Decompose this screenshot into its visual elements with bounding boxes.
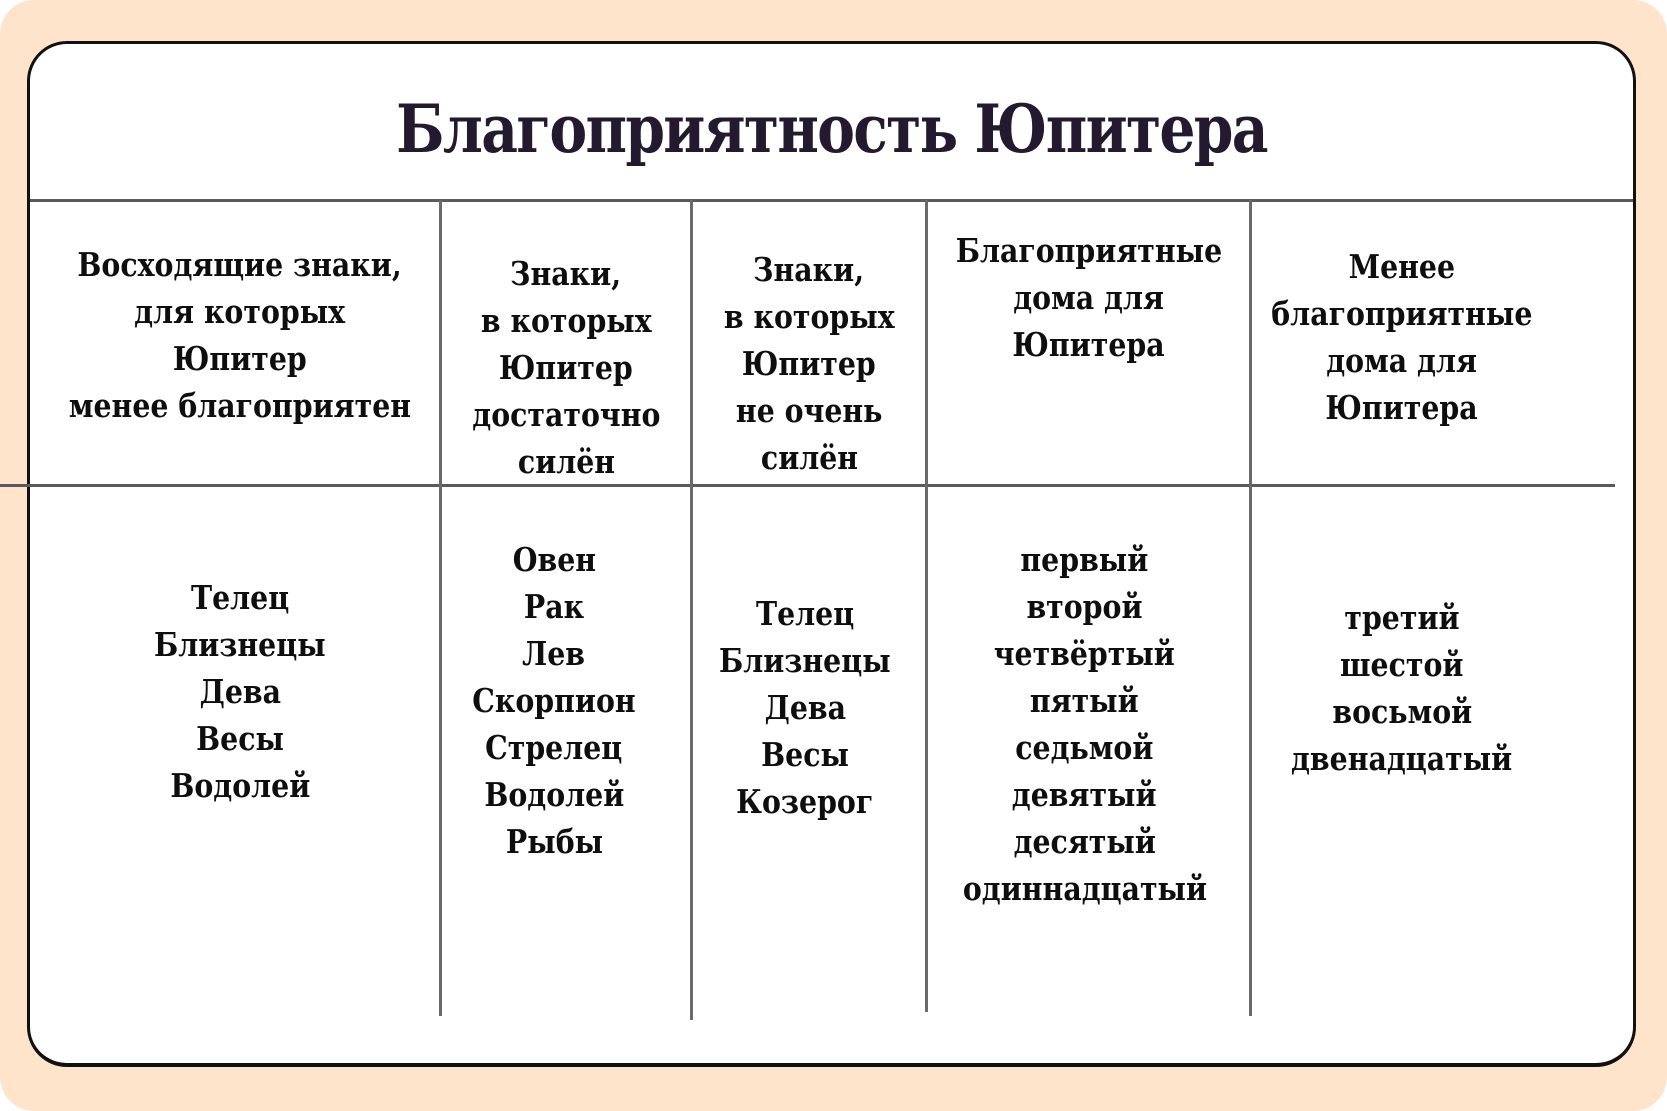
header-cell-less-favorable-houses: [1252, 196, 1552, 478]
header-line: Благоприятные: [955, 230, 1222, 270]
header-line: силён: [760, 437, 858, 477]
header-line: благоприятные: [1271, 294, 1533, 333]
list-item: Весы: [761, 735, 849, 774]
header-line: в которых: [480, 300, 652, 340]
page-title: Благоприятность Юпитера: [396, 90, 1267, 168]
list-item: восьмой: [1332, 692, 1472, 731]
list-item: Рак: [523, 587, 585, 626]
list-item: Рыбы: [505, 822, 603, 861]
header-line: в которых: [723, 296, 895, 336]
header-line: менее благоприятен: [68, 386, 412, 425]
header-line: Юпитера: [1325, 388, 1479, 427]
header-line: Юпитер: [742, 343, 876, 383]
list-item: третий: [1344, 598, 1460, 637]
list-item: Стрелец: [485, 728, 623, 767]
header-cell-weak-signs: [693, 222, 925, 504]
header-line: для которых: [134, 292, 346, 331]
list-item: седьмой: [1015, 728, 1154, 767]
value-cell-rising-signs: [40, 530, 440, 809]
header-line: силён: [517, 441, 615, 481]
list-item: Водолей: [170, 766, 310, 805]
header-line: Юпитер: [499, 347, 633, 387]
list-item: пятый: [1030, 681, 1139, 720]
header-line: Знаки,: [753, 249, 865, 289]
header-line: Юпитер: [173, 339, 307, 378]
value-cell-weak-signs: [689, 530, 921, 825]
header-line: Менее: [1348, 247, 1456, 286]
list-item: девятый: [1012, 775, 1157, 814]
list-item: первый: [1020, 540, 1149, 579]
list-item: четвёртый: [993, 634, 1176, 673]
list-item: Скорпион: [472, 681, 636, 720]
list-item: Близнецы: [154, 625, 326, 664]
list-item: десятый: [1013, 822, 1156, 861]
header-line: не очень: [735, 390, 883, 430]
value-cell-favorable-houses: [924, 530, 1245, 912]
list-item: одиннадцатый: [962, 869, 1207, 908]
header-cell-rising-signs: [40, 194, 440, 476]
list-item: Водолей: [484, 775, 624, 814]
list-item: Овен: [512, 540, 596, 579]
list-item: Весы: [196, 719, 284, 758]
header-line: Юпитера: [1012, 324, 1165, 364]
value-cell-strong-signs: [430, 530, 678, 865]
list-item: Телец: [755, 594, 855, 633]
header-line: дома для: [1326, 341, 1478, 380]
list-item: Близнецы: [719, 641, 891, 680]
header-line: Восходящие знаки,: [77, 245, 403, 284]
list-item: Дева: [764, 688, 846, 727]
list-item: Дева: [199, 672, 281, 711]
list-item: двенадцатый: [1291, 739, 1513, 778]
header-line: Знаки,: [510, 253, 622, 293]
list-item: Телец: [190, 578, 290, 617]
list-item: Лев: [522, 634, 586, 673]
list-item: Козерог: [736, 782, 874, 821]
header-cell-strong-signs: [442, 226, 690, 508]
header-line: достаточно: [471, 394, 661, 434]
list-item: второй: [1026, 587, 1143, 626]
value-cell-less-favorable-houses: [1252, 530, 1552, 782]
header-line: дома для: [1013, 277, 1164, 317]
header-cell-favorable-houses: [928, 156, 1249, 438]
list-item: шестой: [1340, 645, 1464, 684]
